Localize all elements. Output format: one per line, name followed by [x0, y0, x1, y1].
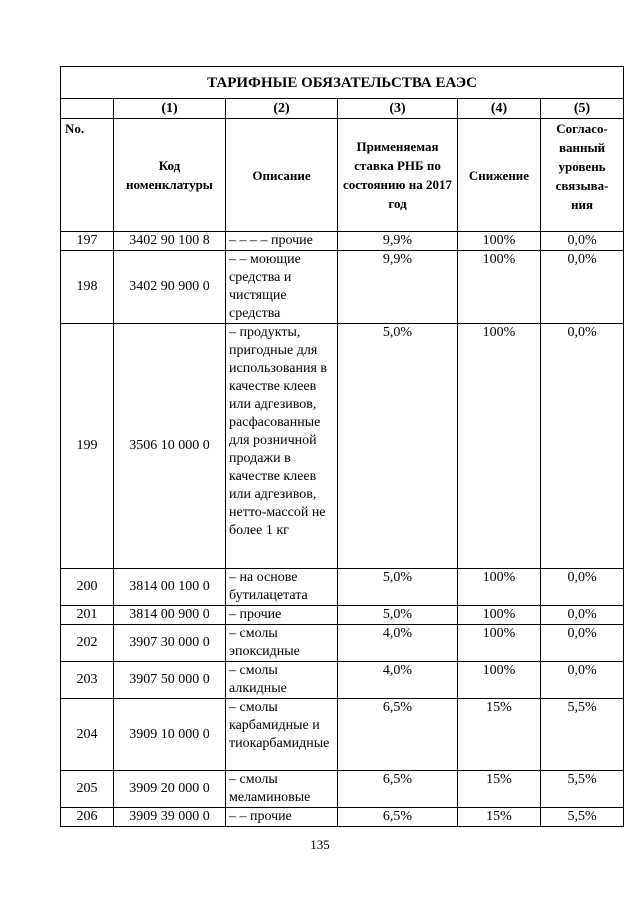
- table-row: [61, 251, 624, 324]
- page-number: 135: [310, 837, 330, 852]
- table-row: [61, 662, 624, 699]
- row-no: 202: [61, 625, 114, 662]
- row-applied-rate: 6,5%: [338, 808, 458, 827]
- row-description: – – прочие: [226, 808, 338, 827]
- row-description: – смолы карбамидные и тиокарбамидные: [226, 699, 338, 771]
- row-agreed-level: 0,0%: [541, 625, 624, 662]
- header-row: [61, 119, 624, 232]
- row-reduction: 15%: [458, 699, 541, 771]
- row-applied-rate: 4,0%: [338, 662, 458, 699]
- column-number: (1): [114, 99, 226, 119]
- column-number-blank: [61, 99, 114, 119]
- row-code: 3909 20 000 0: [114, 771, 226, 808]
- row-agreed-level: 0,0%: [541, 232, 624, 251]
- row-applied-rate: 4,0%: [338, 625, 458, 662]
- row-description: – смолы эпоксидные: [226, 625, 338, 662]
- row-description: – прочие: [226, 606, 338, 625]
- row-reduction: 100%: [458, 251, 541, 324]
- row-applied-rate: 5,0%: [338, 606, 458, 625]
- row-applied-rate: 6,5%: [338, 771, 458, 808]
- row-agreed-level: 0,0%: [541, 606, 624, 625]
- row-description: – – – – прочие: [226, 232, 338, 251]
- row-agreed-level: 0,0%: [541, 324, 624, 569]
- header-applied-rate: Применяемая ставка РНБ по состоянию на 2017 год: [338, 119, 458, 232]
- row-code: 3909 39 000 0: [114, 808, 226, 827]
- row-code: 3814 00 100 0: [114, 569, 226, 606]
- row-agreed-level: 5,5%: [541, 771, 624, 808]
- row-reduction: 100%: [458, 625, 541, 662]
- row-reduction: 100%: [458, 569, 541, 606]
- row-reduction: 100%: [458, 662, 541, 699]
- row-no: 201: [61, 606, 114, 625]
- row-no: 200: [61, 569, 114, 606]
- row-code: 3506 10 000 0: [114, 324, 226, 569]
- table-title-row: [61, 67, 624, 99]
- header-reduction: Снижение: [458, 119, 541, 232]
- row-reduction: 100%: [458, 232, 541, 251]
- row-applied-rate: 5,0%: [338, 569, 458, 606]
- row-agreed-level: 5,5%: [541, 808, 624, 827]
- row-no: 199: [61, 324, 114, 569]
- row-agreed-level: 5,5%: [541, 699, 624, 771]
- row-applied-rate: 9,9%: [338, 232, 458, 251]
- table-row: [61, 808, 624, 827]
- row-reduction: 100%: [458, 324, 541, 569]
- header-agreed-level: Согласо-ванный уровень связыва-ния: [541, 119, 624, 232]
- row-code: 3402 90 900 0: [114, 251, 226, 324]
- row-description: – на основе бутилацетата: [226, 569, 338, 606]
- row-applied-rate: 5,0%: [338, 324, 458, 569]
- row-no: 203: [61, 662, 114, 699]
- row-description: – смолы меламиновые: [226, 771, 338, 808]
- row-no: 205: [61, 771, 114, 808]
- row-no: 198: [61, 251, 114, 324]
- row-reduction: 100%: [458, 606, 541, 625]
- table-row: [61, 625, 624, 662]
- row-agreed-level: 0,0%: [541, 662, 624, 699]
- table-row: [61, 699, 624, 771]
- tariff-table: [60, 66, 624, 827]
- table-title: ТАРИФНЫЕ ОБЯЗАТЕЛЬСТВА ЕАЭС: [61, 67, 624, 99]
- row-code: 3814 00 900 0: [114, 606, 226, 625]
- table-row: [61, 606, 624, 625]
- row-description: – продукты, пригодные для использования в качестве клеев или адгезивов, расфасованные для розничной продажи в качестве клеев или адгезивов, нетто-массой не более 1 кг: [226, 324, 338, 569]
- table-row: [61, 232, 624, 251]
- header-description: Описание: [226, 119, 338, 232]
- row-agreed-level: 0,0%: [541, 251, 624, 324]
- row-code: 3907 30 000 0: [114, 625, 226, 662]
- table-row: [61, 324, 624, 569]
- header-code: Код номенклатуры: [114, 119, 226, 232]
- row-applied-rate: 9,9%: [338, 251, 458, 324]
- row-reduction: 15%: [458, 808, 541, 827]
- row-no: 206: [61, 808, 114, 827]
- table-row: [61, 771, 624, 808]
- row-no: 204: [61, 699, 114, 771]
- row-reduction: 15%: [458, 771, 541, 808]
- row-description: – – моющие средства и чистящие средства: [226, 251, 338, 324]
- column-number: (2): [226, 99, 338, 119]
- header-no: No.: [61, 119, 114, 232]
- column-number-row: [61, 99, 624, 119]
- row-code: 3909 10 000 0: [114, 699, 226, 771]
- row-no: 197: [61, 232, 114, 251]
- row-agreed-level: 0,0%: [541, 569, 624, 606]
- row-code: 3907 50 000 0: [114, 662, 226, 699]
- row-applied-rate: 6,5%: [338, 699, 458, 771]
- table-row: [61, 569, 624, 606]
- column-number: (5): [541, 99, 624, 119]
- row-description: – смолы алкидные: [226, 662, 338, 699]
- column-number: (4): [458, 99, 541, 119]
- column-number: (3): [338, 99, 458, 119]
- row-code: 3402 90 100 8: [114, 232, 226, 251]
